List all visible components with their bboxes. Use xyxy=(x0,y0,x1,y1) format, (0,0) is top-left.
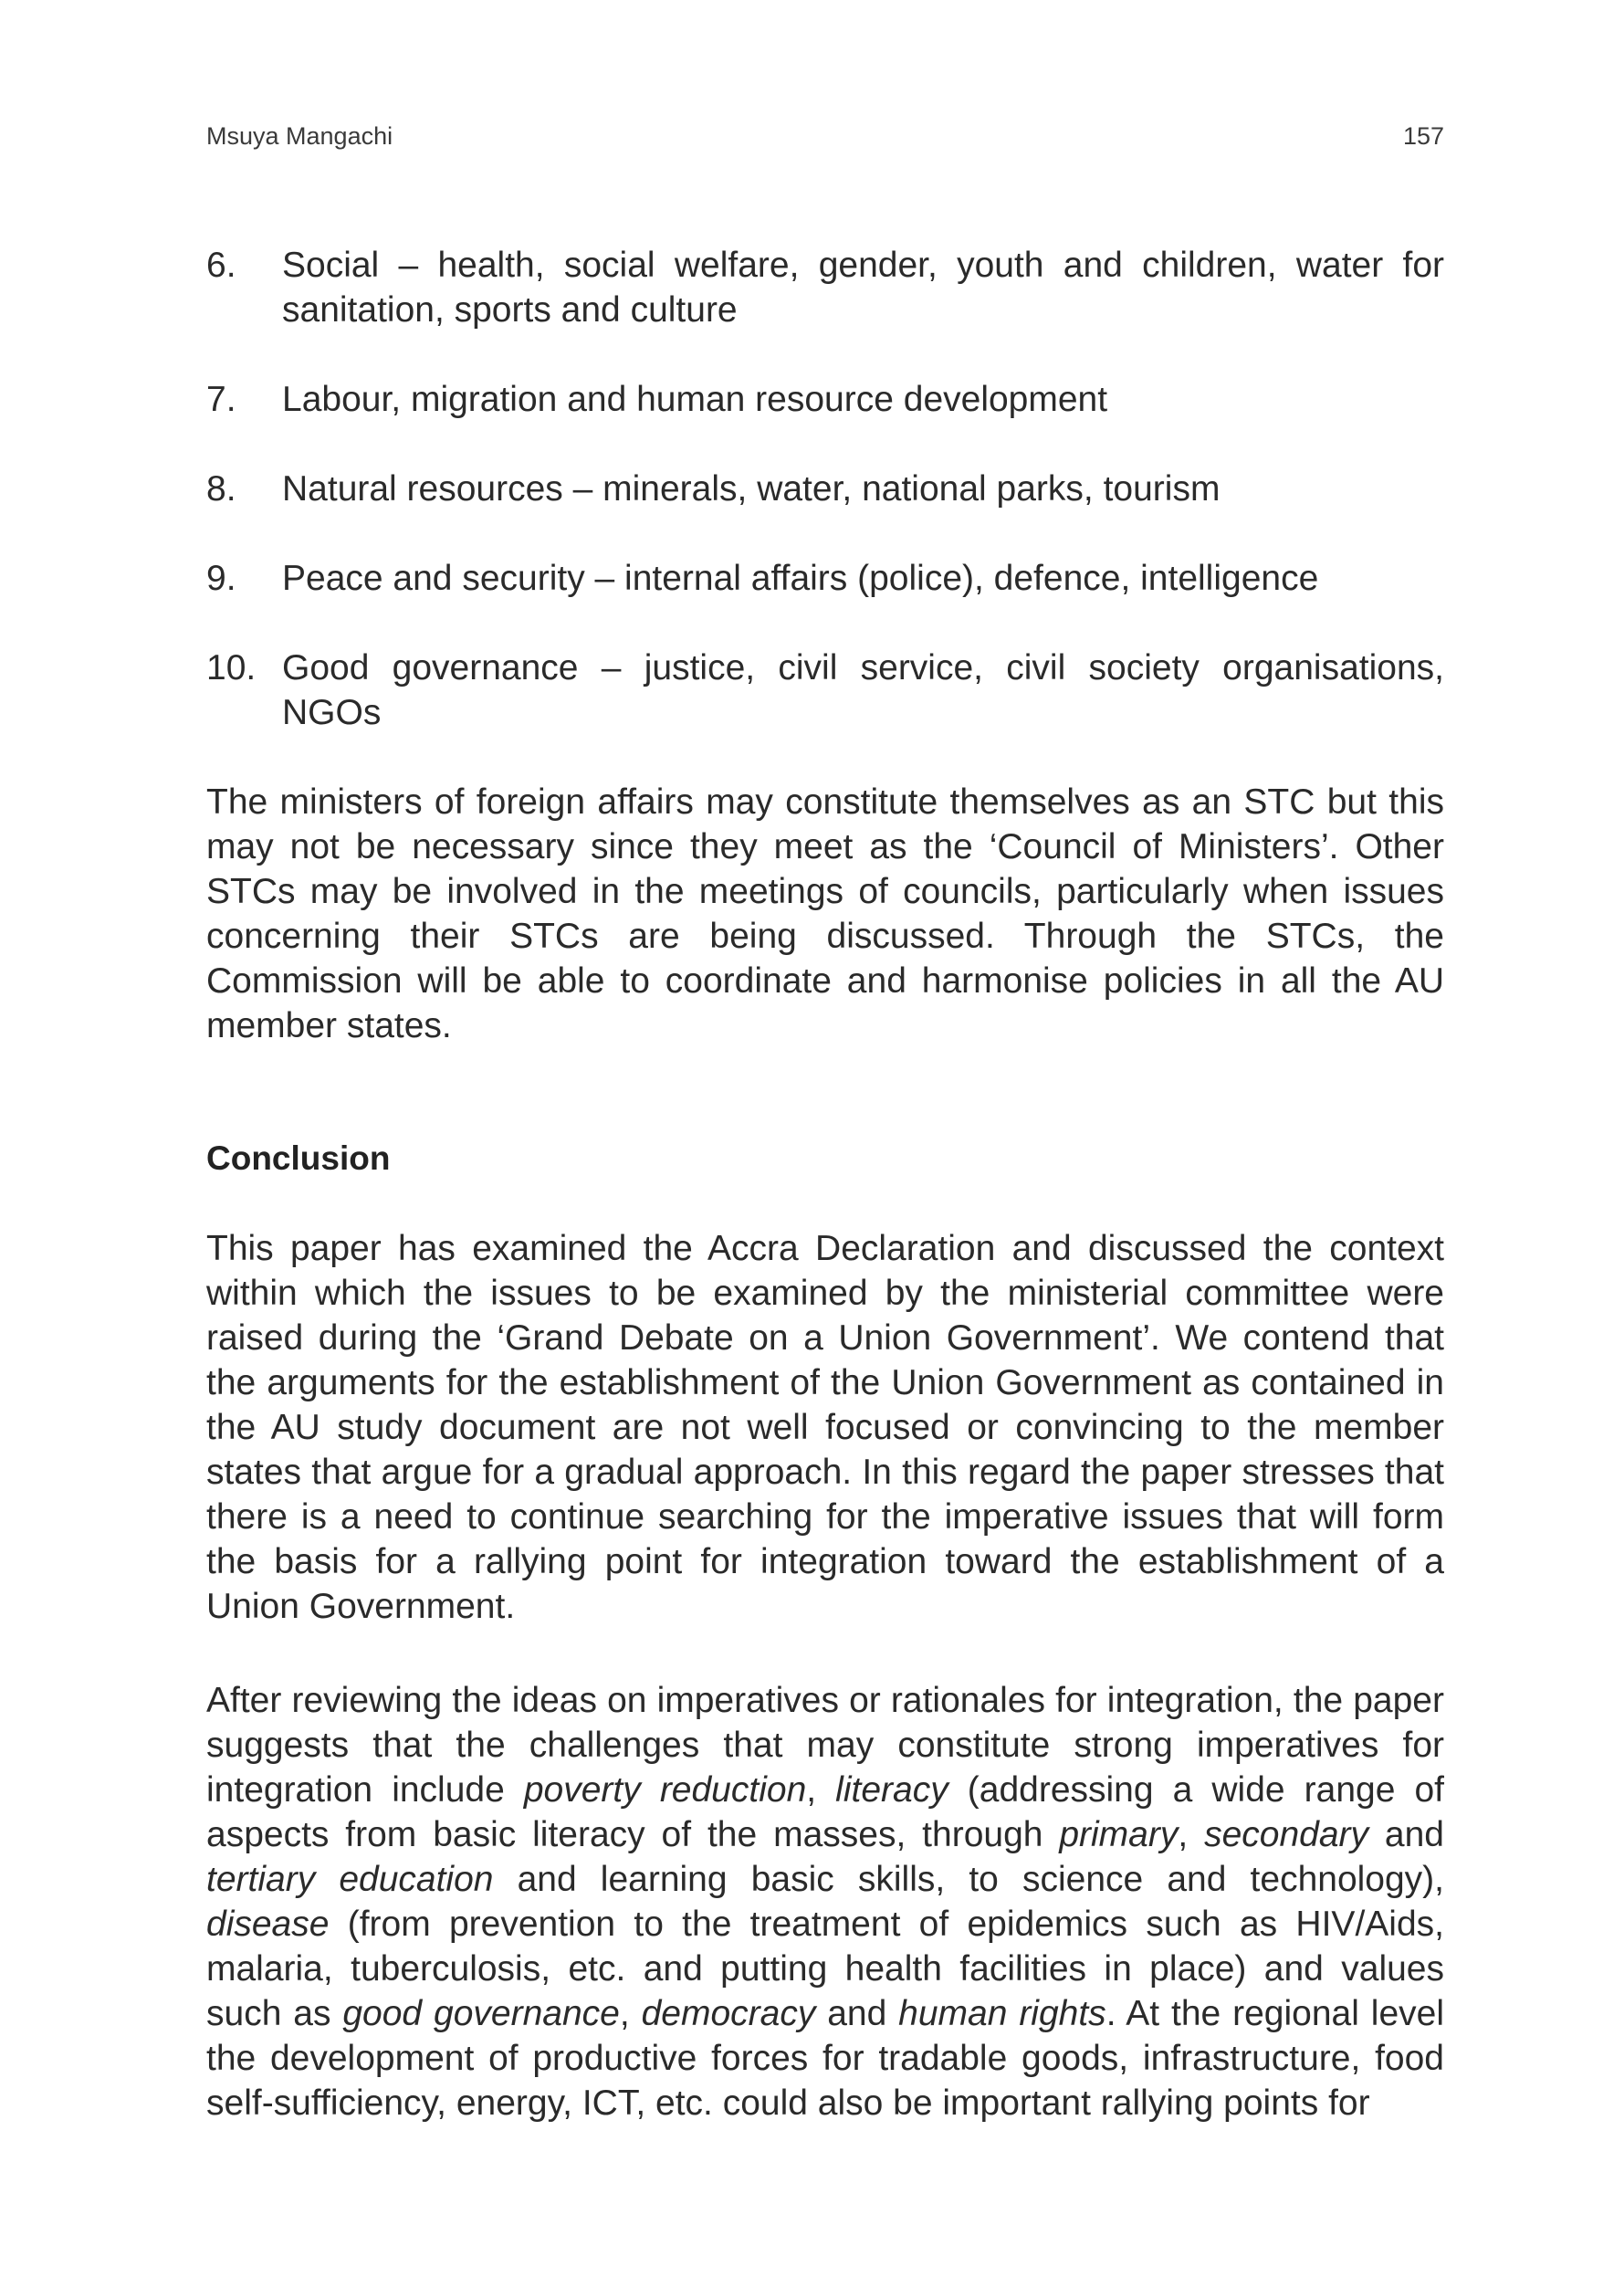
list-item-text: Social – health, social welfare, gender, youth and children, water for sanitation, sports and culture xyxy=(282,246,1444,330)
committee-list xyxy=(206,243,1444,780)
text-run: and xyxy=(815,1994,899,2033)
text-run: , xyxy=(619,1994,642,2033)
list-item xyxy=(206,556,1444,601)
list-item-number: 6. xyxy=(206,246,236,285)
paragraph-stc: The ministers of foreign affairs may constitute themselves as an STC but this may not be necessary since they meet as the ‘Council of Ministers’. Other STCs may be involved in the meetings of councils, particularly when issues concerning their STCs are being discussed. Through the STCs, the Commission will be able to coordinate and harmonise policies in all the AU member states. xyxy=(206,782,1444,1045)
list-item xyxy=(206,243,1444,332)
italic-term: good governance xyxy=(342,1994,620,2033)
page-number: 157 xyxy=(1402,122,1444,150)
italic-term: disease xyxy=(206,1905,330,1944)
text-run: (from prevention to the treatment of epidemics such as HIV/Aids, malaria, tuberculosis, etc. and putting health facilities in place) and values such as xyxy=(206,1905,1444,2033)
paragraph-review xyxy=(206,1678,1444,2125)
text-run: . At the regional level the development of productive forces for tradable goods, infrastructure, food self-sufficiency, energy, ICT, etc. could also be important rallying points for xyxy=(206,1994,1444,2123)
list-item xyxy=(206,467,1444,511)
italic-term: poverty reduction xyxy=(523,1770,807,1810)
text-run: and learning basic skills, to science and technology), xyxy=(493,1860,1445,1899)
list-item-text: Peace and security – internal affairs (police), defence, intelligence xyxy=(282,559,1319,598)
list-item-number: 8. xyxy=(206,469,236,509)
italic-term: human rights xyxy=(898,1994,1106,2033)
list-item-number: 10. xyxy=(206,648,257,687)
author-name: Msuya Mangachi xyxy=(206,122,393,150)
italic-term: secondary xyxy=(1204,1815,1369,1854)
list-item xyxy=(206,645,1444,735)
italic-term: primary xyxy=(1059,1815,1179,1854)
list-item-number: 7. xyxy=(206,380,236,419)
italic-term: tertiary education xyxy=(206,1860,494,1899)
list-item-text: Good governance – justice, civil service, civil society organisations, NGOs xyxy=(282,648,1444,732)
italic-term: democracy xyxy=(641,1994,816,2033)
text-run: , xyxy=(1178,1815,1205,1854)
text-run: (addressing a wide range of aspects from basic literacy of the masses, through xyxy=(206,1770,1445,1854)
list-item-text: Labour, migration and human resource development xyxy=(282,380,1108,419)
list-item-number: 9. xyxy=(206,559,236,598)
list-item xyxy=(206,377,1444,422)
italic-term: literacy xyxy=(835,1770,948,1810)
text-run: After reviewing the ideas on imperatives or rationales for integration, the paper suggests that the challenges that may constitute strong imperatives for integration include xyxy=(206,1681,1444,1810)
running-header xyxy=(206,122,1444,159)
section-heading-conclusion: Conclusion xyxy=(206,1139,391,1177)
paragraph-conclusion: This paper has examined the Accra Declaration and discussed the context within which the issues to be examined by the ministerial committee were raised during the ‘Grand Debate on a Union Government’. We contend that the arguments for the establishment of the Union Government as contained in the AU study document are not well focused or convincing to the member states that argue for a gradual approach. In this regard the paper stresses that there is a need to continue searching for the imperative issues that will form the basis for a rallying point for integration toward the establishment of a Union Government. xyxy=(206,1229,1444,1626)
text-run: , xyxy=(806,1770,836,1810)
list-item-text: Natural resources – minerals, water, national parks, tourism xyxy=(282,469,1221,509)
text-run: and xyxy=(1368,1815,1444,1854)
